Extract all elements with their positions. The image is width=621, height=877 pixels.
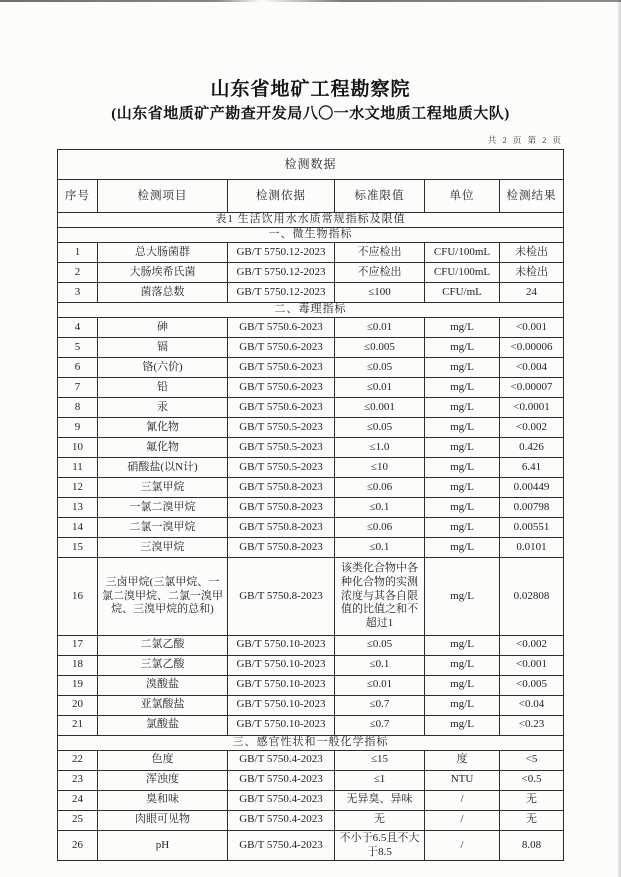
cell-limit: ≤0.1 xyxy=(335,538,425,558)
cell-item: 大肠埃希氏菌 xyxy=(98,263,228,283)
cell-no: 9 xyxy=(58,418,98,438)
cell-unit: / xyxy=(425,790,500,810)
cell-no: 21 xyxy=(58,715,98,735)
cell-result: <0.00007 xyxy=(500,378,564,398)
column-header-no: 序号 xyxy=(58,180,98,213)
cell-method: GB/T 5750.6-2023 xyxy=(228,378,335,398)
cell-item: 菌落总数 xyxy=(98,283,228,303)
cell-item: 三氯乙酸 xyxy=(98,655,228,675)
cell-result: 未检出 xyxy=(500,243,564,263)
cell-result: <0.002 xyxy=(500,418,564,438)
cell-unit: 度 xyxy=(425,750,500,770)
cell-result: 24 xyxy=(500,283,564,303)
cell-no: 11 xyxy=(58,458,98,478)
table-body xyxy=(58,213,564,861)
cell-method: GB/T 5750.8-2023 xyxy=(228,518,335,538)
cell-method: GB/T 5750.12-2023 xyxy=(228,283,335,303)
cell-method: GB/T 5750.12-2023 xyxy=(228,263,335,283)
cell-no: 12 xyxy=(58,478,98,498)
cell-item: 亚氯酸盐 xyxy=(98,695,228,715)
cell-unit: mg/L xyxy=(425,378,500,398)
cell-unit: mg/L xyxy=(425,635,500,655)
cell-no: 6 xyxy=(58,358,98,378)
cell-item: 氟化物 xyxy=(98,438,228,458)
cell-method: GB/T 5750.10-2023 xyxy=(228,675,335,695)
cell-item: 肉眼可见物 xyxy=(98,810,228,830)
table-row xyxy=(58,458,564,478)
cell-result: 8.08 xyxy=(500,830,564,861)
cell-no: 24 xyxy=(58,790,98,810)
cell-limit: ≤0.06 xyxy=(335,518,425,538)
table-row xyxy=(58,378,564,398)
cell-unit: mg/L xyxy=(425,715,500,735)
section-row xyxy=(58,303,564,318)
cell-method: GB/T 5750.6-2023 xyxy=(228,338,335,358)
section-label: 一、微生物指标 xyxy=(58,228,564,243)
cell-unit: mg/L xyxy=(425,538,500,558)
cell-limit: ≤0.01 xyxy=(335,378,425,398)
table-header-row xyxy=(58,180,564,213)
cell-no: 16 xyxy=(58,558,98,636)
cell-item: 氯酸盐 xyxy=(98,715,228,735)
cell-result: <0.5 xyxy=(500,770,564,790)
cell-no: 5 xyxy=(58,338,98,358)
table-row xyxy=(58,750,564,770)
cell-item: 溴酸盐 xyxy=(98,675,228,695)
cell-unit: mg/L xyxy=(425,458,500,478)
table-row xyxy=(58,398,564,418)
cell-limit: 不应检出 xyxy=(335,263,425,283)
organization-subtitle: (山东省地质矿产勘查开发局八〇一水文地质工程地质大队) xyxy=(111,106,510,122)
cell-no: 22 xyxy=(58,750,98,770)
table-row xyxy=(58,538,564,558)
section-row xyxy=(58,228,564,243)
cell-result: <0.23 xyxy=(500,715,564,735)
cell-no: 13 xyxy=(58,498,98,518)
cell-method: GB/T 5750.6-2023 xyxy=(228,318,335,338)
table-row xyxy=(58,770,564,790)
cell-no: 23 xyxy=(58,770,98,790)
table-row xyxy=(58,830,564,861)
cell-item: 二氯一溴甲烷 xyxy=(98,518,228,538)
cell-method: GB/T 5750.4-2023 xyxy=(228,790,335,810)
cell-limit: ≤0.1 xyxy=(335,498,425,518)
cell-result: <0.002 xyxy=(500,635,564,655)
cell-limit: 不应检出 xyxy=(335,243,425,263)
cell-method: GB/T 5750.5-2023 xyxy=(228,418,335,438)
table-row xyxy=(58,518,564,538)
cell-method: GB/T 5750.5-2023 xyxy=(228,438,335,458)
cell-item: 砷 xyxy=(98,318,228,338)
cell-item: 三卤甲烷(三氯甲烷、一氯二溴甲烷、二氯一溴甲烷、三溴甲烷的总和) xyxy=(98,558,228,636)
section-row xyxy=(58,213,564,228)
cell-unit: mg/L xyxy=(425,398,500,418)
cell-limit: 不小于6.5且不大于8.5 xyxy=(335,830,425,861)
cell-method: GB/T 5750.8-2023 xyxy=(228,498,335,518)
cell-limit: ≤0.05 xyxy=(335,635,425,655)
table-row xyxy=(58,655,564,675)
test-data-table xyxy=(57,149,564,861)
table-row xyxy=(58,635,564,655)
cell-item: 铬(六价) xyxy=(98,358,228,378)
cell-no: 19 xyxy=(58,675,98,695)
table-row xyxy=(58,338,564,358)
cell-result: 0.02808 xyxy=(500,558,564,636)
cell-method: GB/T 5750.5-2023 xyxy=(228,458,335,478)
table-row xyxy=(58,478,564,498)
cell-method: GB/T 5750.4-2023 xyxy=(228,830,335,861)
cell-result: <0.04 xyxy=(500,695,564,715)
table-row xyxy=(58,318,564,338)
cell-method: GB/T 5750.4-2023 xyxy=(228,810,335,830)
section-label: 表1 生活饮用水水质常规指标及限值 xyxy=(58,213,564,228)
cell-unit: mg/L xyxy=(425,478,500,498)
cell-unit: / xyxy=(425,830,500,861)
cell-result: <5 xyxy=(500,750,564,770)
table-caption-row xyxy=(58,150,564,180)
organization-title: 山东省地矿工程勘察院 xyxy=(210,79,411,100)
cell-method: GB/T 5750.10-2023 xyxy=(228,715,335,735)
table-row xyxy=(58,695,564,715)
cell-unit: mg/L xyxy=(425,558,500,636)
cell-no: 7 xyxy=(58,378,98,398)
cell-result: <0.00006 xyxy=(500,338,564,358)
column-header-item: 检测项目 xyxy=(98,180,228,213)
cell-limit: ≤0.7 xyxy=(335,715,425,735)
cell-method: GB/T 5750.8-2023 xyxy=(228,538,335,558)
cell-method: GB/T 5750.10-2023 xyxy=(228,655,335,675)
cell-item: 镉 xyxy=(98,338,228,358)
cell-limit: ≤0.01 xyxy=(335,675,425,695)
cell-limit: ≤1.0 xyxy=(335,438,425,458)
cell-method: GB/T 5750.10-2023 xyxy=(228,695,335,715)
cell-unit: mg/L xyxy=(425,675,500,695)
cell-method: GB/T 5750.12-2023 xyxy=(228,243,335,263)
cell-method: GB/T 5750.8-2023 xyxy=(228,558,335,636)
cell-no: 2 xyxy=(58,263,98,283)
cell-item: 色度 xyxy=(98,750,228,770)
cell-limit: ≤1 xyxy=(335,770,425,790)
cell-no: 8 xyxy=(58,398,98,418)
table-row xyxy=(58,358,564,378)
cell-unit: mg/L xyxy=(425,358,500,378)
cell-method: GB/T 5750.6-2023 xyxy=(228,358,335,378)
cell-limit: ≤0.01 xyxy=(335,318,425,338)
table-row xyxy=(58,418,564,438)
cell-no: 10 xyxy=(58,438,98,458)
cell-unit: mg/L xyxy=(425,518,500,538)
cell-limit: ≤0.05 xyxy=(335,418,425,438)
cell-no: 15 xyxy=(58,538,98,558)
table-row xyxy=(58,438,564,458)
cell-unit: mg/L xyxy=(425,438,500,458)
cell-unit: mg/L xyxy=(425,655,500,675)
cell-item: pH xyxy=(98,830,228,861)
cell-method: GB/T 5750.8-2023 xyxy=(228,478,335,498)
cell-limit: 无异臭、异味 xyxy=(335,790,425,810)
cell-limit: ≤0.06 xyxy=(335,478,425,498)
cell-unit: CFU/100mL xyxy=(425,263,500,283)
cell-result: <0.001 xyxy=(500,318,564,338)
cell-result: 无 xyxy=(500,810,564,830)
column-header-result: 检测结果 xyxy=(500,180,564,213)
cell-limit: 无 xyxy=(335,810,425,830)
cell-result: 0.00551 xyxy=(500,518,564,538)
cell-result: 0.00798 xyxy=(500,498,564,518)
table-row xyxy=(58,790,564,810)
column-header-limit: 标准限值 xyxy=(335,180,425,213)
cell-item: 氰化物 xyxy=(98,418,228,438)
cell-item: 硝酸盐(以N计) xyxy=(98,458,228,478)
cell-method: GB/T 5750.6-2023 xyxy=(228,398,335,418)
cell-item: 二氯乙酸 xyxy=(98,635,228,655)
cell-result: <0.004 xyxy=(500,358,564,378)
cell-unit: mg/L xyxy=(425,695,500,715)
section-row xyxy=(58,735,564,750)
table-caption: 检测数据 xyxy=(58,150,564,180)
cell-item: 总大肠菌群 xyxy=(98,243,228,263)
cell-method: GB/T 5750.4-2023 xyxy=(228,750,335,770)
cell-limit: ≤0.1 xyxy=(335,655,425,675)
cell-limit: ≤0.005 xyxy=(335,338,425,358)
cell-limit: ≤10 xyxy=(335,458,425,478)
cell-unit: mg/L xyxy=(425,498,500,518)
cell-item: 三氯甲烷 xyxy=(98,478,228,498)
cell-result: <0.001 xyxy=(500,655,564,675)
cell-result: 0.00449 xyxy=(500,478,564,498)
column-header-method: 检测依据 xyxy=(228,180,335,213)
cell-limit: ≤0.7 xyxy=(335,695,425,715)
cell-limit: 该类化合物中各种化合物的实测浓度与其各自限值的比值之和不超过1 xyxy=(335,558,425,636)
table-row xyxy=(58,263,564,283)
cell-limit: ≤0.05 xyxy=(335,358,425,378)
cell-unit: mg/L xyxy=(425,338,500,358)
page-indicator: 共 2 页 第 2 页 xyxy=(487,134,563,145)
cell-item: 铅 xyxy=(98,378,228,398)
section-label: 二、毒理指标 xyxy=(58,303,564,318)
cell-item: 一氯二溴甲烷 xyxy=(98,498,228,518)
table-row xyxy=(58,283,564,303)
cell-no: 3 xyxy=(58,283,98,303)
table-row xyxy=(58,810,564,830)
cell-item: 汞 xyxy=(98,398,228,418)
cell-unit: mg/L xyxy=(425,318,500,338)
table-row xyxy=(58,498,564,518)
cell-item: 臭和味 xyxy=(98,790,228,810)
column-header-unit: 单位 xyxy=(425,180,500,213)
section-label: 三、感官性状和一般化学指标 xyxy=(58,735,564,750)
cell-no: 4 xyxy=(58,318,98,338)
table-row xyxy=(58,675,564,695)
table-row xyxy=(58,243,564,263)
cell-unit: CFU/100mL xyxy=(425,243,500,263)
cell-unit: / xyxy=(425,810,500,830)
cell-no: 17 xyxy=(58,635,98,655)
cell-no: 1 xyxy=(58,243,98,263)
cell-item: 三溴甲烷 xyxy=(98,538,228,558)
cell-method: GB/T 5750.4-2023 xyxy=(228,770,335,790)
cell-result: 无 xyxy=(500,790,564,810)
cell-unit: NTU xyxy=(425,770,500,790)
cell-unit: CFU/mL xyxy=(425,283,500,303)
cell-no: 26 xyxy=(58,830,98,861)
cell-no: 18 xyxy=(58,655,98,675)
cell-limit: ≤0.001 xyxy=(335,398,425,418)
cell-no: 25 xyxy=(58,810,98,830)
table-row xyxy=(58,715,564,735)
cell-result: <0.0001 xyxy=(500,398,564,418)
cell-limit: ≤100 xyxy=(335,283,425,303)
cell-result: <0.005 xyxy=(500,675,564,695)
cell-item: 浑浊度 xyxy=(98,770,228,790)
cell-no: 14 xyxy=(58,518,98,538)
cell-method: GB/T 5750.10-2023 xyxy=(228,635,335,655)
table-row xyxy=(58,558,564,636)
cell-unit: mg/L xyxy=(425,418,500,438)
cell-result: 未检出 xyxy=(500,263,564,283)
cell-result: 0.426 xyxy=(500,438,564,458)
cell-limit: ≤15 xyxy=(335,750,425,770)
cell-result: 0.0101 xyxy=(500,538,564,558)
cell-no: 20 xyxy=(58,695,98,715)
cell-result: 6.41 xyxy=(500,458,564,478)
